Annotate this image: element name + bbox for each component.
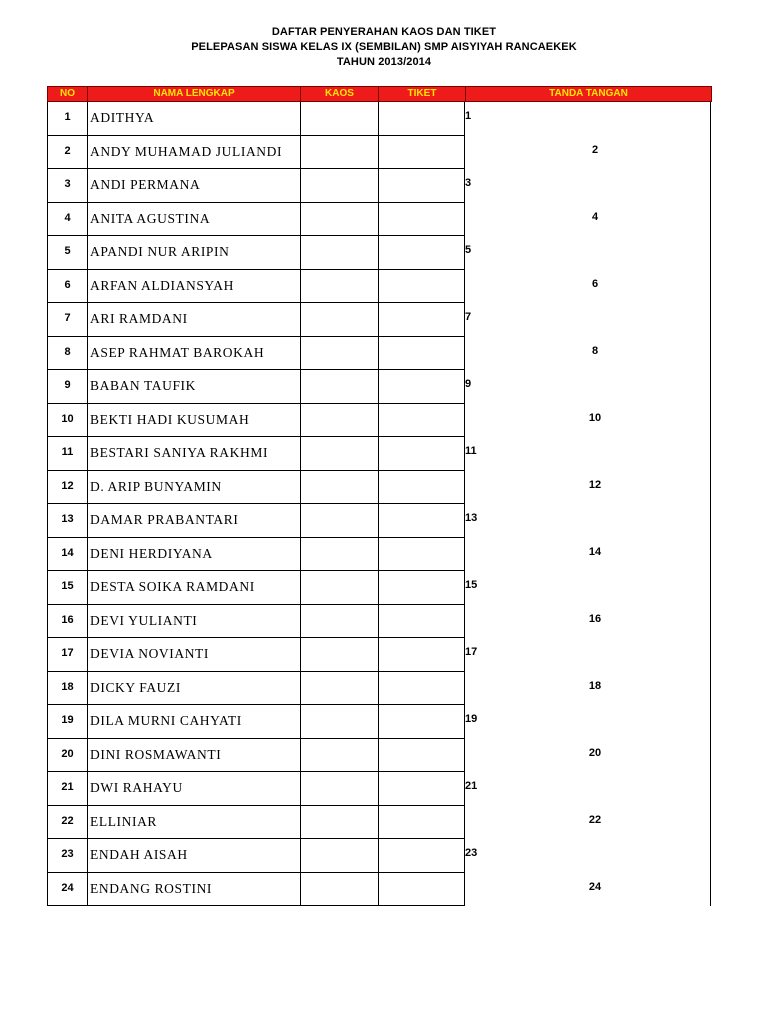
cell-tiket	[378, 337, 465, 371]
cell-no	[47, 806, 87, 840]
cell-no	[47, 370, 87, 404]
table-header	[47, 86, 712, 102]
row-number: 11	[61, 446, 74, 458]
student-name: DILA MURNI CAHYATI	[90, 713, 242, 728]
student-name: ENDAH AISAH	[90, 847, 188, 862]
student-name: BABAN TAUFIK	[90, 378, 197, 393]
cell-no	[47, 739, 87, 773]
cell-tiket	[378, 538, 465, 572]
cell-tiket	[378, 203, 465, 237]
cell-no	[47, 337, 87, 371]
signature-column-border	[710, 102, 711, 906]
student-name: DEVI YULIANTI	[90, 612, 198, 628]
cell-kaos	[300, 236, 378, 270]
cell-kaos	[300, 705, 378, 739]
attendance-table	[47, 86, 712, 907]
signature-number: 19	[465, 713, 478, 725]
row-number: 14	[61, 546, 74, 559]
cell-no	[47, 236, 87, 270]
student-name: ADITHYA	[90, 110, 155, 125]
signature-number: 3	[465, 177, 472, 189]
cell-no	[47, 571, 87, 605]
cell-nama	[87, 102, 300, 136]
row-number: 6	[64, 278, 71, 291]
cell-tiket	[378, 504, 465, 538]
cell-kaos	[300, 571, 378, 605]
student-name: APANDI NUR ARIPIN	[90, 244, 230, 259]
row-number: 10	[61, 412, 74, 425]
row-number: 18	[61, 680, 74, 693]
cell-nama	[87, 873, 300, 907]
cell-nama	[87, 538, 300, 572]
cell-kaos	[300, 203, 378, 237]
signature-number: 11	[465, 445, 477, 457]
header-tiket: TIKET	[379, 87, 466, 101]
cell-tiket	[378, 437, 465, 471]
signature-number: 1	[465, 110, 472, 122]
student-name: ELLINIAR	[90, 813, 158, 829]
title-line-2: PELEPASAN SISWA KELAS IX (SEMBILAN) SMP AISYIYAH RANCAEKEK	[191, 41, 577, 53]
student-name: DAMAR PRABANTARI	[90, 512, 239, 527]
cell-no	[47, 169, 87, 203]
cell-kaos	[300, 404, 378, 438]
cell-no	[47, 705, 87, 739]
row-number: 5	[64, 245, 71, 257]
row-number: 1	[64, 111, 71, 123]
signature-number: 13	[465, 512, 478, 524]
cell-kaos	[300, 605, 378, 639]
cell-tiket	[378, 236, 465, 270]
student-name: ANDI PERMANA	[90, 177, 201, 192]
signature-number: 12	[588, 478, 602, 491]
cell-nama	[87, 705, 300, 739]
title-line-3: TAHUN 2013/2014	[336, 56, 432, 68]
student-name: ANDY MUHAMAD JULIANDI	[90, 143, 283, 159]
header-tanda-tangan: TANDA TANGAN	[549, 88, 628, 99]
row-number: 15	[61, 580, 74, 592]
signature-number: 5	[465, 244, 472, 256]
cell-kaos	[300, 806, 378, 840]
cell-nama	[87, 169, 300, 203]
row-number: 23	[61, 848, 74, 860]
cell-no	[47, 404, 87, 438]
student-name: DEVIA NOVIANTI	[90, 646, 210, 661]
cell-tiket	[378, 806, 465, 840]
student-name: BEKTI HADI KUSUMAH	[90, 411, 250, 427]
cell-nama	[87, 672, 300, 706]
signature-number: 8	[591, 344, 599, 357]
cell-kaos	[300, 337, 378, 371]
student-name: ARI RAMDANI	[90, 311, 188, 326]
cell-nama	[87, 236, 300, 270]
signature-number: 21	[465, 780, 478, 792]
row-number: 22	[61, 814, 74, 827]
cell-no	[47, 772, 87, 806]
signature-number: 17	[465, 646, 478, 658]
cell-no	[47, 504, 87, 538]
cell-nama	[87, 471, 300, 505]
student-name: DESTA SOIKA RAMDANI	[90, 579, 255, 594]
student-name: D. ARIP BUNYAMIN	[90, 478, 222, 494]
cell-tiket	[378, 839, 465, 873]
cell-tiket	[378, 772, 465, 806]
cell-kaos	[300, 136, 378, 170]
cell-no	[47, 437, 87, 471]
cell-tiket	[378, 638, 465, 672]
cell-no	[47, 102, 87, 136]
cell-kaos	[300, 102, 378, 136]
cell-no	[47, 873, 87, 907]
row-number: 9	[64, 379, 71, 391]
row-number: 20	[61, 747, 74, 760]
signature-number: 22	[588, 813, 602, 826]
cell-kaos	[300, 638, 378, 672]
cell-no	[47, 839, 87, 873]
cell-nama	[87, 571, 300, 605]
student-name: ARFAN ALDIANSYAH	[90, 277, 234, 293]
signature-number: 10	[588, 411, 602, 424]
row-number: 16	[61, 613, 74, 626]
cell-kaos	[300, 873, 378, 907]
cell-kaos	[300, 772, 378, 806]
cell-tiket	[378, 571, 465, 605]
header-kaos: KAOS	[301, 87, 379, 101]
cell-tiket	[378, 605, 465, 639]
cell-tiket	[378, 370, 465, 404]
row-number: 17	[61, 647, 74, 659]
signature-number: 18	[588, 679, 602, 692]
signature-number: 6	[591, 277, 599, 290]
cell-kaos	[300, 739, 378, 773]
cell-nama	[87, 638, 300, 672]
header-nama: NAMA LENGKAP	[88, 87, 301, 101]
cell-tiket	[378, 169, 465, 203]
cell-nama	[87, 404, 300, 438]
signature-number: 9	[465, 378, 472, 390]
cell-tiket	[378, 471, 465, 505]
signature-number: 7	[465, 311, 472, 323]
cell-tiket	[378, 739, 465, 773]
cell-nama	[87, 806, 300, 840]
cell-no	[47, 638, 87, 672]
student-name: ASEP RAHMAT BAROKAH	[90, 344, 265, 360]
row-number: 12	[61, 479, 74, 492]
cell-nama	[87, 136, 300, 170]
cell-nama	[87, 504, 300, 538]
cell-nama	[87, 839, 300, 873]
signature-number: 16	[588, 612, 602, 625]
cell-kaos	[300, 471, 378, 505]
cell-tiket	[378, 270, 465, 304]
cell-nama	[87, 270, 300, 304]
row-number: 21	[61, 781, 74, 793]
cell-kaos	[300, 839, 378, 873]
cell-kaos	[300, 538, 378, 572]
student-name: ANITA AGUSTINA	[90, 210, 211, 226]
signature-number: 14	[588, 545, 602, 558]
cell-nama	[87, 337, 300, 371]
title-line-1: DAFTAR PENYERAHAN KAOS DAN TIKET	[271, 26, 497, 38]
cell-tiket	[378, 136, 465, 170]
cell-kaos	[300, 303, 378, 337]
student-name: BESTARI SANIYA RAKHMI	[90, 445, 269, 460]
row-number: 19	[61, 714, 74, 726]
cell-no	[47, 136, 87, 170]
row-number: 4	[64, 211, 71, 224]
cell-kaos	[300, 169, 378, 203]
signature-number: 23	[465, 847, 478, 859]
student-name: DICKY FAUZI	[90, 679, 181, 695]
row-number: 13	[61, 513, 74, 525]
signature-number: 15	[465, 579, 478, 591]
header-no: NO	[48, 87, 88, 101]
cell-kaos	[300, 672, 378, 706]
cell-tiket	[378, 672, 465, 706]
student-name: DENI HERDIYANA	[90, 545, 213, 561]
cell-nama	[87, 203, 300, 237]
row-number: 3	[64, 178, 71, 190]
row-number: 8	[64, 345, 71, 358]
cell-kaos	[300, 437, 378, 471]
cell-nama	[87, 303, 300, 337]
cell-tiket	[378, 705, 465, 739]
cell-tiket	[378, 873, 465, 907]
row-number: 24	[61, 881, 74, 894]
signature-number: 20	[588, 746, 602, 759]
cell-tiket	[378, 404, 465, 438]
student-name: ENDANG ROSTINI	[90, 880, 213, 896]
cell-no	[47, 538, 87, 572]
cell-no	[47, 605, 87, 639]
cell-nama	[87, 739, 300, 773]
cell-no	[47, 270, 87, 304]
cell-nama	[87, 437, 300, 471]
document-title	[0, 25, 768, 70]
cell-no	[47, 303, 87, 337]
row-number: 2	[64, 144, 71, 157]
cell-nama	[87, 605, 300, 639]
signature-number: 2	[591, 143, 599, 156]
signature-number: 4	[591, 210, 599, 223]
cell-no	[47, 672, 87, 706]
cell-kaos	[300, 370, 378, 404]
cell-tiket	[378, 102, 465, 136]
student-name: DWI RAHAYU	[90, 780, 183, 795]
student-name: DINI ROSMAWANTI	[90, 746, 222, 762]
cell-tiket	[378, 303, 465, 337]
cell-kaos	[300, 270, 378, 304]
cell-no	[47, 203, 87, 237]
signature-number: 24	[588, 880, 602, 893]
cell-kaos	[300, 504, 378, 538]
cell-nama	[87, 772, 300, 806]
row-number: 7	[64, 312, 71, 324]
cell-no	[47, 471, 87, 505]
cell-nama	[87, 370, 300, 404]
